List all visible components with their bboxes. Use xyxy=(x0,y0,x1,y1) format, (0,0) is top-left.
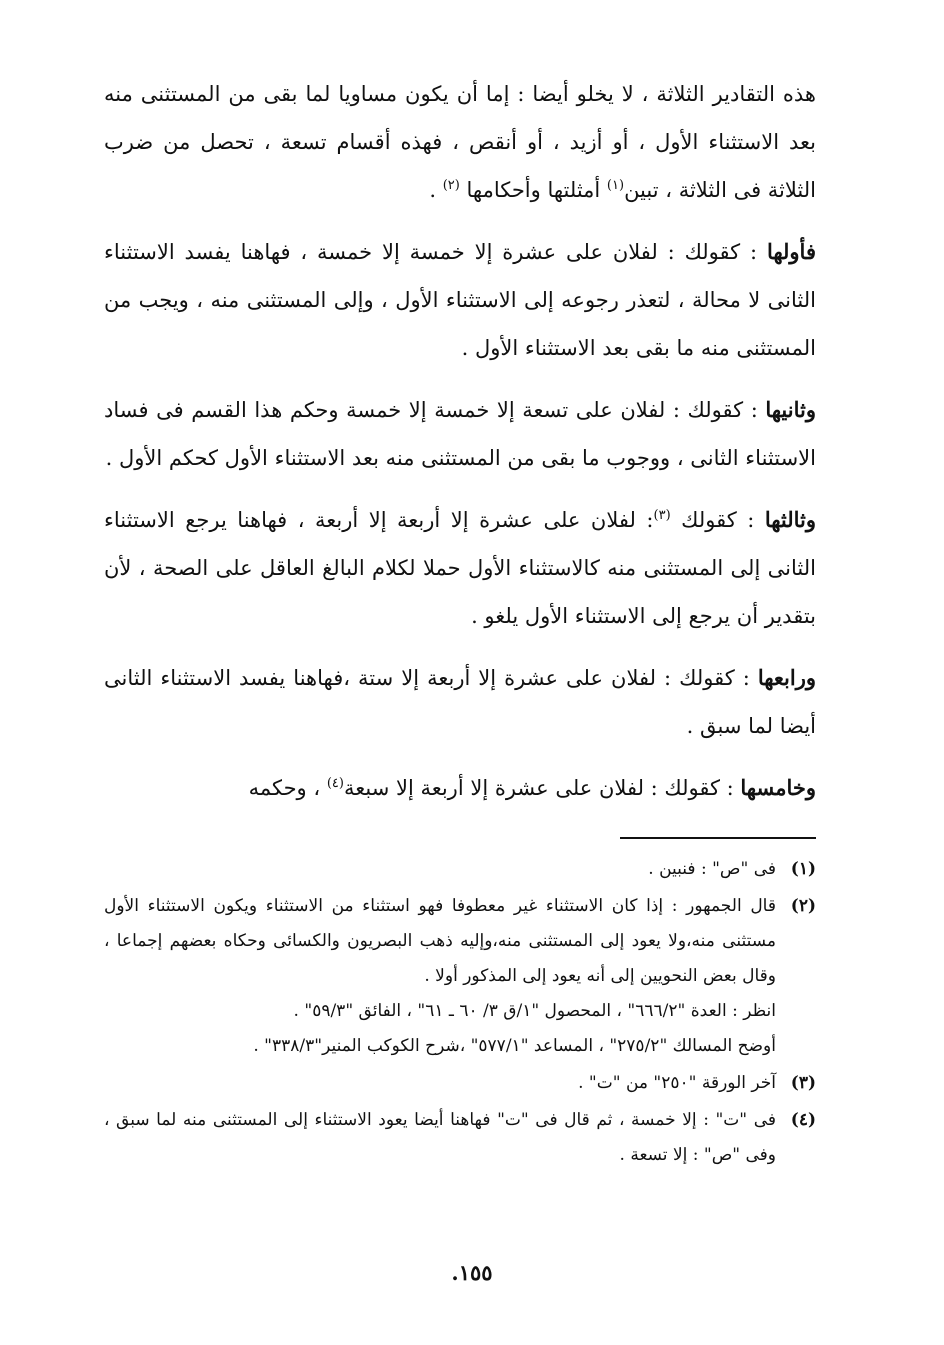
paragraph-first xyxy=(104,228,816,372)
footnote-line: قال الجمهور : إذا كان الاستثناء غير معطوفا فهو استثناء من الاستثناء ويكون الاستثناء الأول مستثنى منه،ولا يعود إلى المستثنى منه،وإليه ذهب البصريون والكسائى وحكاه بعضهم إجماعا ، وقال بعض النحويين إلى أنه يعود إلى المذكور أولا . xyxy=(104,896,776,986)
footnote-number: (٣) xyxy=(790,1073,816,1093)
intro-text-cont: أمثلتها وأحكامها xyxy=(459,178,607,202)
footnote-line: فى "ص" : فنبين . xyxy=(648,859,776,879)
footnote-ref-1[interactable]: (١) xyxy=(606,178,625,193)
footnote-ref-2[interactable]: (٢) xyxy=(442,178,460,193)
footnote-text xyxy=(104,1066,776,1101)
paragraph-fourth xyxy=(104,654,816,750)
paragraph-text: : كقولك : لفلان على عشرة إلا أربعة إلا سبعة xyxy=(343,776,741,800)
paragraph-text: : كقولك : لفلان على تسعة إلا خمسة إلا خمسة وحكم هذا القسم فى فساد الاستثناء الثانى ، ووجوب ما بقى من المستثنى منه بعد الاستثناء الأول كحكم الأول . xyxy=(104,398,816,470)
footnote-number: (٤) xyxy=(790,1110,816,1130)
footnote-text xyxy=(104,889,776,1064)
footnote-item xyxy=(104,889,816,1064)
footnote-line: انظر : العدة "٦٦٦/٢" ، المحصول "١/ق ٣/ ٦٠ ـ ٦١" ، الفائق "٥٩/٣" . xyxy=(293,1001,776,1021)
paragraph-text-cont: ، وحكمه xyxy=(248,776,327,800)
paragraph-text-cont: : لفلان على عشرة إلا أربعة إلا أربعة ، فهاهنا يرجع الاستثناء الثانى إلى المستثنى منه كالاستثناء الأول حملا لكلام البالغ العاقل على الصحة ، لأن بتقدير أن يرجع إلى الاستثناء الأول يلغو . xyxy=(104,508,816,628)
footnote-item xyxy=(104,852,816,887)
footnote-text xyxy=(104,1103,776,1173)
footnote-line: آخر الورقة "٢٥٠" من "ت" . xyxy=(578,1073,776,1093)
main-text xyxy=(104,70,816,826)
paragraph-text: : كقولك : لفلان على عشرة إلا أربعة إلا ستة ،فهاهنا يفسد الاستثناء الثانى أيضا لما سبق . xyxy=(104,666,816,738)
footnote-separator xyxy=(620,837,816,839)
paragraph-fifth xyxy=(104,764,816,812)
page-number: ١٥٥. xyxy=(451,1260,493,1285)
paragraph-third xyxy=(104,496,816,640)
paragraph-lead: ورابعها xyxy=(757,665,816,690)
footnote-line: فى "ت" : إلا خمسة ، ثم قال فى "ت" فهاهنا أيضا يعود الاستثناء إلى المستثنى منه لما سبق ، وفى "ص" : إلا تسعة . xyxy=(104,1110,776,1165)
footnote-ref-3[interactable]: (٣) xyxy=(653,508,671,523)
intro-paragraph xyxy=(104,70,816,214)
paragraph-second xyxy=(104,386,816,482)
footnote-number: (١) xyxy=(790,859,816,879)
paragraph-lead: فأولها xyxy=(766,239,816,264)
footnotes xyxy=(104,852,816,1175)
footnote-item xyxy=(104,1066,816,1101)
footnote-line: أوضح المسالك "٢٧٥/٢" ، المساعد "٥٧٧/١" ،شرح الكوكب المنير"٣٣٨/٣" . xyxy=(253,1036,776,1056)
footnote-text xyxy=(104,852,776,887)
footnote-item xyxy=(104,1103,816,1173)
paragraph-lead: وخامسها xyxy=(740,775,816,800)
footnote-ref-4[interactable]: (٤) xyxy=(326,776,344,791)
paragraph-lead: وثانيها xyxy=(765,397,816,422)
intro-text-end: . xyxy=(429,178,443,202)
intro-text: هذه التقادير الثلاثة ، لا يخلو أيضا : إما أن يكون مساويا لما بقى من المستثنى منه بعد الاستثناء الأول ، أو أزيد ، أو أنقص ، فهذه أقسام تسعة ، تحصل من ضرب الثلاثة فى الثلاثة ، تبين xyxy=(104,82,816,202)
paragraph-text: : كقولك : لفلان على عشرة إلا خمسة إلا خمسة ، فهاهنا يفسد الاستثناء الثانى لا محالة ، لتعذر رجوعه إلى الاستثناء الأول ، وإلى المستثنى منه ، ويجب من المستثنى منه ما بقى بعد الاستثناء الأول . xyxy=(104,240,816,360)
paragraph-lead: وثالثها xyxy=(764,507,817,532)
footnote-number: (٢) xyxy=(790,896,816,916)
paragraph-text: : كقولك xyxy=(670,508,765,532)
